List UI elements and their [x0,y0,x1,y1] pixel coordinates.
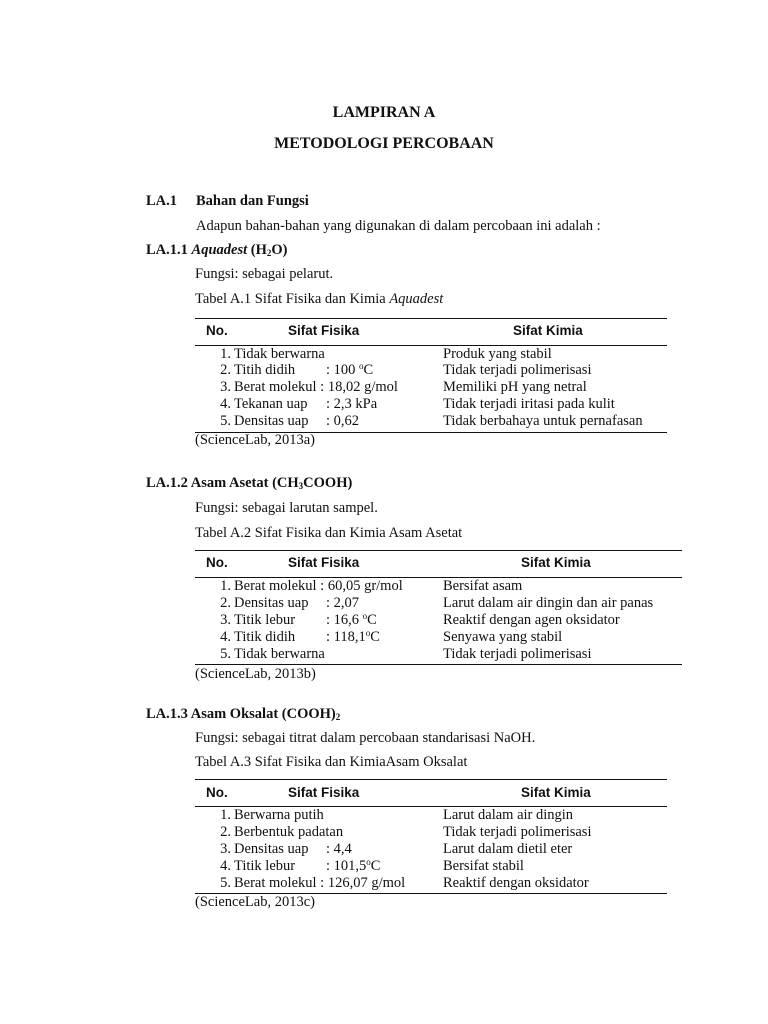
fungsi-text: Fungsi: sebagai larutan sampel. [195,500,378,516]
row-number: 4. [220,396,231,412]
fisika-value: : 118,1 [326,629,366,645]
row-kimia: Produk yang stabil [443,346,552,362]
row-number: 4. [220,629,231,645]
row-number: 2. [220,362,231,378]
row-fisika [234,858,380,875]
row-kimia: Larut dalam air dingin [443,807,574,823]
row-fisika [234,595,359,612]
row-fisika: Tidak berwarna [234,346,325,362]
table-source: (ScienceLab, 2013a) [195,432,315,448]
table-caption: Tabel A.3 Sifat Fisika dan KimiaAsam Oksalat [195,754,468,770]
row-number: 3. [220,379,231,395]
fisika-label: Titik lebur [234,612,296,628]
table-top-rule [195,318,667,319]
subsection-heading-asam-oksalat [146,706,340,723]
row-number: 5. [220,875,231,891]
row-kimia: Tidak terjadi polimerisasi [443,824,592,840]
degree-sign: o [359,361,364,371]
subsection-number: LA.1.1 [146,242,188,258]
row-fisika [234,612,377,629]
col-header-kimia: Sifat Kimia [513,323,583,338]
section-number: LA.1 [146,193,178,209]
caption-text: Tabel A.1 Sifat Fisika dan Kimia [195,291,390,307]
formula-part: COOH) [303,475,353,491]
row-fisika: Berbentuk padatan [234,824,344,840]
row-fisika [234,629,380,646]
table-top-rule [195,779,667,780]
row-kimia: Tidak terjadi polimerisasi [443,362,592,378]
table-row [195,629,682,646]
row-kimia: Tidak berbahaya untuk pernafasan [443,413,643,429]
subsection-heading-asam-asetat [146,475,352,492]
section-intro: Adapun bahan-bahan yang digunakan di dalam percobaan ini adalah : [196,218,601,234]
row-kimia: Tidak terjadi polimerisasi [443,646,592,662]
degree-sign: o [362,611,368,621]
fisika-unit: C [370,858,381,874]
row-kimia: Bersifat stabil [443,858,524,874]
fisika-label: Titik lebur [234,858,296,874]
col-header-fisika: Sifat Fisika [288,785,360,800]
fisika-unit: C [370,629,380,645]
row-kimia: Bersifat asam [443,578,523,594]
subsection-number: LA.1.3 [146,706,188,722]
row-kimia: Reaktif dengan agen oksidator [443,612,620,628]
formula-subscript: 2 [335,712,341,722]
col-header-fisika: Sifat Fisika [288,555,360,570]
fisika-label: Densitas uap [234,413,309,429]
subsection-heading-aquadest [146,242,287,259]
col-header-no: No. [206,555,228,570]
table-row [195,413,667,430]
table-aquadest [195,318,667,434]
fisika-value: : 0,62 [326,413,360,429]
fisika-value: : 4,4 [326,841,352,857]
table-row [195,646,682,663]
col-header-kimia: Sifat Kimia [521,785,591,800]
row-kimia: Memiliki pH yang netral [443,379,587,395]
table-asam-asetat [195,550,682,666]
col-header-no: No. [206,323,228,338]
fisika-label: Titik didih [234,629,296,645]
row-fisika: Berwarna putih [234,807,324,823]
table-source: (ScienceLab, 2013c) [195,894,315,910]
fungsi-text: Fungsi: sebagai pelarut. [195,266,334,282]
degree-sign: o [365,628,371,638]
table-row [195,824,667,841]
section-title: Bahan dan Fungsi [196,193,309,209]
col-header-no: No. [206,785,228,800]
table-row [195,841,667,858]
table-caption: Tabel A.2 Sifat Fisika dan Kimia Asam Asetat [195,525,463,541]
row-fisika [234,362,373,379]
table-row [195,379,667,396]
row-number: 3. [220,612,231,628]
row-number: 2. [220,595,231,611]
subsection-number: LA.1.2 [146,475,188,491]
fisika-label: Densitas uap [234,841,309,857]
table-row [195,578,682,595]
col-header-fisika: Sifat Fisika [288,323,360,338]
table-bottom-rule [195,664,682,665]
row-number: 1. [220,346,231,362]
formula-subscript: 3 [298,481,304,491]
fisika-label: Titih didih [234,362,296,378]
row-fisika: Berat molekul : 60,05 gr/mol [234,578,403,594]
row-number: 3. [220,841,231,857]
table-row [195,858,667,875]
row-fisika [234,396,377,413]
formula-subscript: 2 [266,248,272,258]
row-number: 5. [220,413,231,429]
row-fisika: Tidak berwarna [234,646,325,662]
col-header-kimia: Sifat Kimia [521,555,591,570]
subsection-name: Aquadest [191,242,248,258]
fisika-unit: C [367,612,377,628]
table-row [195,875,667,892]
row-kimia: Tidak terjadi iritasi pada kulit [443,396,615,412]
fisika-value: : 2,07 [326,595,360,611]
subsection-name: Asam Oksalat (COOH) [190,706,336,722]
degree-sign: o [366,857,371,867]
row-number: 5. [220,646,231,662]
table-source: (ScienceLab, 2013b) [195,666,316,682]
caption-italic: Aquadest [389,291,444,307]
table-row [195,807,667,824]
formula-part: (H [250,242,267,258]
fisika-unit: C [363,362,374,378]
fisika-value: : 2,3 kPa [326,396,378,412]
fisika-label: Tekanan uap [234,396,308,412]
fisika-value: : 100 [326,362,360,378]
fisika-label: Densitas uap [234,595,309,611]
table-asam-oksalat [195,779,667,895]
fisika-value: : 16,6 [326,612,363,628]
table-caption [195,291,443,308]
appendix-subtitle: METODOLOGI PERCOBAAN [274,135,494,152]
table-row [195,396,667,413]
row-number: 1. [220,807,231,823]
table-top-rule [195,550,682,551]
row-fisika: Berat molekul : 18,02 g/mol [234,379,398,395]
row-fisika: Berat molekul : 126,07 g/mol [234,875,406,891]
table-row [195,612,682,629]
table-row [195,346,667,363]
appendix-title: LAMPIRAN A [332,104,436,121]
formula-part: O) [271,242,288,258]
row-number: 1. [220,578,231,594]
table-row [195,362,667,379]
row-kimia: Reaktif dengan oksidator [443,875,589,891]
row-number: 2. [220,824,231,840]
row-kimia: Larut dalam air dingin dan air panas [443,595,654,611]
row-kimia: Senyawa yang stabil [443,629,563,645]
row-fisika [234,413,359,430]
fisika-value: : 101,5 [326,858,367,874]
row-fisika [234,841,352,858]
fungsi-text: Fungsi: sebagai titrat dalam percobaan standarisasi NaOH. [195,730,536,746]
row-number: 4. [220,858,231,874]
subsection-name: Asam Asetat (CH [190,475,299,491]
row-kimia: Larut dalam dietil eter [443,841,573,857]
table-row [195,595,682,612]
